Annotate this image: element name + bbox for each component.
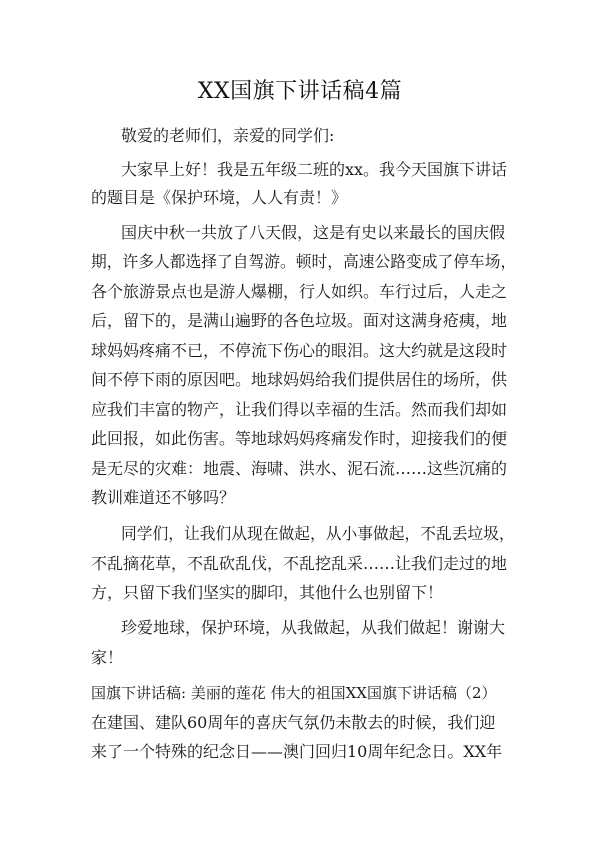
- salutation-line: 敬爱的老师们，亲爱的同学们:: [121, 126, 335, 145]
- paragraph-line: 后，留下的，是满山遍野的各色垃圾。面对这满身疮痍，地: [91, 311, 508, 330]
- paragraph-line: 各个旅游景点也是游人爆棚，行人如织。车行过后，人走之: [91, 282, 508, 301]
- paragraph-line: 家！: [91, 648, 124, 667]
- document-title: XX国旗下讲话稿4篇: [197, 79, 403, 104]
- paragraph-line: 在建国、建队60周年的喜庆气氛仍未散去的时候，我们迎: [91, 713, 496, 732]
- paragraph-line: 间不停下雨的原因吧。地球妈妈给我们提供居住的场所，供: [91, 370, 508, 389]
- paragraph-line: 珍爱地球，保护环境，从我做起，从我们做起！谢谢大: [121, 618, 506, 637]
- paragraph-line: 同学们，让我们从现在做起，从小事做起，不乱丢垃圾，: [121, 524, 515, 543]
- paragraph-line: 的题目是《保护环境，人人有责！》: [91, 188, 348, 207]
- paragraph-line: 应我们丰富的物产，让我们得以幸福的生活。然而我们却如: [91, 400, 508, 419]
- paragraph-line: 期，许多人都选择了自驾游。顿时，高速公路变成了停车场，: [91, 252, 517, 271]
- paragraph-line: 是无尽的灾难：地震、海啸、洪水、泥石流……这些沉痛的: [91, 459, 508, 478]
- section-heading-line: 国旗下讲话稿: 美丽的莲花 伟大的祖国XX国旗下讲话稿（2）: [91, 684, 497, 702]
- paragraph-line: 来了一个特殊的纪念日——澳门回归10周年纪念日。XX年: [91, 742, 503, 761]
- paragraph-line: 国庆中秋一共放了八天假，这是有史以来最长的国庆假: [121, 223, 506, 242]
- paragraph-line: 大家早上好！我是五年级二班的xx。我今天国旗下讲话: [121, 160, 508, 179]
- paragraph-line: 此回报，如此伤害。等地球妈妈疼痛发作时，迎接我们的便: [91, 429, 508, 448]
- paragraph-line: 教训难道还不够吗？: [91, 488, 236, 507]
- paragraph-line: 球妈妈疼痛不已，不停流下伤心的眼泪。这大约就是这段时: [91, 341, 508, 360]
- paragraph-line: 方，只留下我们坚实的脚印，其他什么也别留下！: [91, 583, 444, 602]
- paragraph-line: 不乱摘花草，不乱砍乱伐，不乱挖乱采……让我们走过的地: [91, 554, 508, 573]
